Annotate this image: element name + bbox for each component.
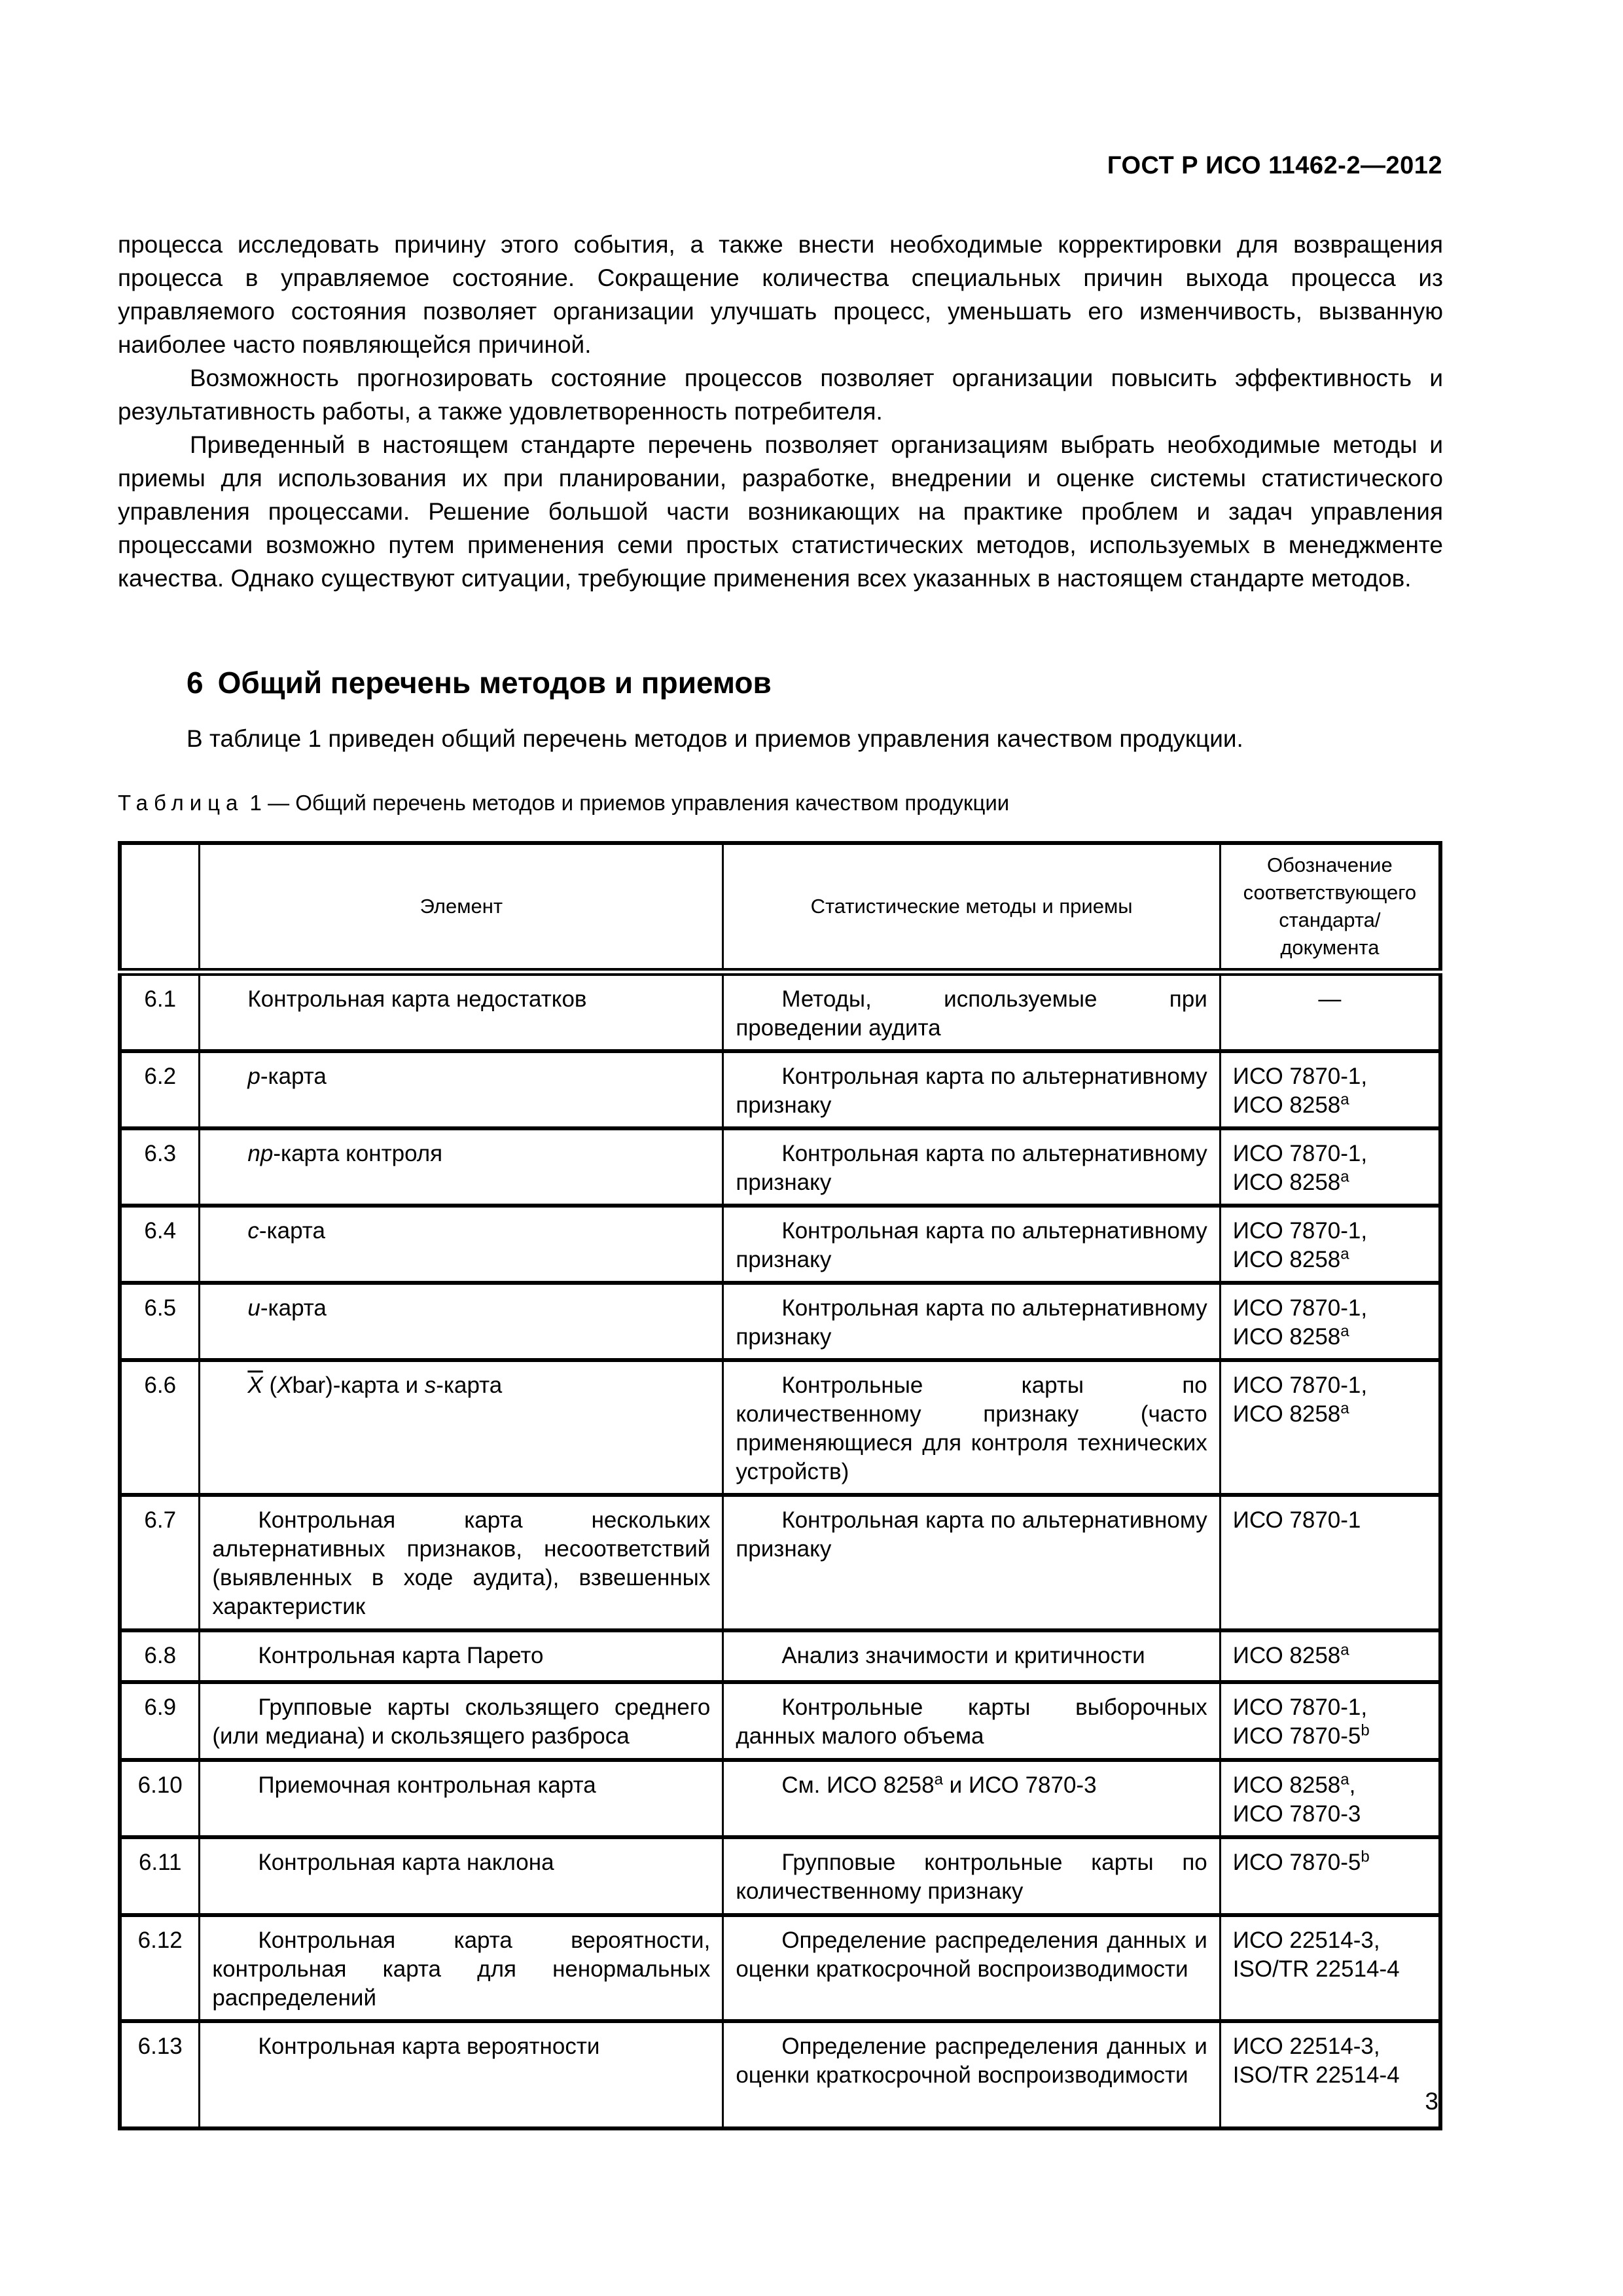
standard-line: ИСО 8258$^a$ bbox=[1232, 1090, 1349, 1118]
row-number: 6.13 bbox=[120, 2021, 200, 2128]
standard-line: ИСО 7870-3 bbox=[1232, 1801, 1361, 1827]
row-methods: Контрольные карты выборочных данных малого объема bbox=[723, 1682, 1220, 1760]
standard-line: ИСО 7870-5$^b$ bbox=[1232, 1848, 1370, 1875]
row-standard bbox=[1220, 1495, 1440, 1630]
table-row bbox=[120, 1283, 1440, 1360]
header-methods: Статистические методы и приемы bbox=[723, 843, 1220, 972]
table-caption-label: Таблица bbox=[118, 791, 244, 815]
page-number: 3 bbox=[1425, 2088, 1438, 2115]
row-number: 6.7 bbox=[120, 1495, 200, 1630]
row-number: 6.2 bbox=[120, 1051, 200, 1128]
footnote-marker: a bbox=[1340, 1322, 1349, 1340]
standard-line: ИСО 8258$^a$ bbox=[1232, 1322, 1349, 1350]
row-number: 6.6 bbox=[120, 1360, 200, 1495]
table-row bbox=[120, 1495, 1440, 1630]
standard-line: ИСО 8258$^a$ bbox=[1232, 1245, 1349, 1272]
footnote-marker: a bbox=[1340, 1770, 1349, 1789]
standard-line: ИСО 7870-1, bbox=[1232, 1295, 1368, 1321]
row-element: Контрольная карта вероятности, контрольная карта для ненормальных распределений bbox=[200, 1915, 723, 2021]
row-element bbox=[200, 1206, 723, 1283]
header-num bbox=[120, 843, 200, 972]
row-standard bbox=[1220, 1128, 1440, 1206]
row-standard bbox=[1220, 2021, 1440, 2128]
row-number: 6.12 bbox=[120, 1915, 200, 2021]
standard-line: ИСО 7870-1 bbox=[1232, 1507, 1361, 1533]
element-symbol: np bbox=[247, 1141, 274, 1166]
table-row bbox=[120, 1682, 1440, 1760]
table-caption-text: 1 — Общий перечень методов и приемов управления качеством продукции bbox=[243, 791, 1010, 815]
footnote-marker: a bbox=[1340, 1641, 1349, 1659]
paragraph: процесса исследовать причину этого события, а также внести необходимые корректировки для возвращения процесса в управляемое состояние. Сокращение количества специальных причин выхода процесса из управляемого состояния позволяет организации улучшать процесс, уменьшать его изменчивость, вызванную наиболее часто появляющейся причиной. bbox=[118, 231, 1443, 358]
row-number: 6.8 bbox=[120, 1630, 200, 1682]
row-standard bbox=[1220, 1630, 1440, 1682]
standard-line: ИСО 8258$^a$ bbox=[1232, 1168, 1349, 1195]
row-methods: Контрольная карта по альтернативному признаку bbox=[723, 1495, 1220, 1630]
row-element: Групповые карты скользящего среднего (или медиана) и скользящего разброса bbox=[200, 1682, 723, 1760]
element-text: -карта bbox=[260, 1295, 327, 1321]
footnote-marker: b bbox=[1361, 1848, 1370, 1866]
row-element: Контрольная карта недостатков bbox=[200, 972, 723, 1051]
header-standard: Обозначение соответствующего стандарта/ документа bbox=[1220, 843, 1440, 972]
row-methods: Контрольные карты по количественному признаку (часто применяющиеся для контроля технических устройств) bbox=[723, 1360, 1220, 1495]
paragraph: Приведенный в настоящем стандарте перечень позволяет организациям выбрать необходимые методы и приемы для использования их при планировании, разработке, внедрении и оценке системы статистического управления процессами. Решение большой части возникающих на практике проблем и задач управления процессами возможно путем применения семи простых статистических методов, используемых в менеджменте качества. Однако существуют ситуации, требующие применения всех указанных в настоящем стандарте методов. bbox=[118, 431, 1443, 592]
row-methods: См. ИСО 8258$^a$ и ИСО 7870-3 bbox=[723, 1760, 1220, 1837]
standard-line: ИСО 7870-1, bbox=[1232, 1218, 1368, 1244]
row-number: 6.1 bbox=[120, 972, 200, 1051]
row-standard bbox=[1220, 1682, 1440, 1760]
standard-line: — bbox=[1318, 986, 1342, 1012]
section-number: 6 bbox=[187, 666, 204, 700]
row-methods: Определение распределения данных и оценки краткосрочной воспроизводимости bbox=[723, 2021, 1220, 2128]
standard-line: ИСО 7870-1, bbox=[1232, 1141, 1368, 1166]
footnote-marker: b bbox=[1361, 1721, 1370, 1740]
standard-line: ИСО 7870-1, bbox=[1232, 1064, 1368, 1089]
section-title: Общий перечень методов и приемов bbox=[217, 666, 772, 700]
table-caption bbox=[118, 791, 1009, 816]
element-text: -карта bbox=[260, 1064, 327, 1089]
standard-line: ИСО 7870-1, bbox=[1232, 1695, 1368, 1720]
row-element: Контрольная карта вероятности bbox=[200, 2021, 723, 2128]
footnote-marker: a bbox=[934, 1770, 943, 1789]
footnote-marker: a bbox=[1340, 1090, 1349, 1109]
element-symbol: c bbox=[247, 1218, 259, 1244]
row-element: Контрольная карта Парето bbox=[200, 1630, 723, 1682]
row-standard bbox=[1220, 1915, 1440, 2021]
row-standard bbox=[1220, 1283, 1440, 1360]
row-methods: Анализ значимости и критичности bbox=[723, 1630, 1220, 1682]
document-designation: ГОСТ Р ИСО 11462-2—2012 bbox=[1107, 152, 1442, 179]
table-row bbox=[120, 1128, 1440, 1206]
row-element: Контрольная карта наклона bbox=[200, 1837, 723, 1915]
table-row bbox=[120, 1837, 1440, 1915]
standard-line: ИСО 8258$^a$ bbox=[1232, 1641, 1349, 1668]
table-row bbox=[120, 1206, 1440, 1283]
row-number: 6.5 bbox=[120, 1283, 200, 1360]
header-element: Элемент bbox=[200, 843, 723, 972]
element-text: -карта контроля bbox=[273, 1141, 443, 1166]
standard-line: ИСО 8258$^a$ bbox=[1232, 1399, 1349, 1427]
table-row bbox=[120, 1360, 1440, 1495]
row-standard bbox=[1220, 1760, 1440, 1837]
row-number: 6.10 bbox=[120, 1760, 200, 1837]
footnote-marker: a bbox=[1340, 1245, 1349, 1263]
table-header-row bbox=[120, 843, 1440, 972]
row-standard bbox=[1220, 972, 1440, 1051]
table-row bbox=[120, 1915, 1440, 2021]
row-element bbox=[200, 1128, 723, 1206]
row-methods: Контрольная карта по альтернативному признаку bbox=[723, 1051, 1220, 1128]
row-element bbox=[200, 1051, 723, 1128]
row-element: $\overline{X}$ (Xbar)-карта и s-карта bbox=[200, 1360, 723, 1495]
footnote-marker: a bbox=[1340, 1399, 1349, 1418]
standard-line: ИСО 8258$^a$, bbox=[1232, 1770, 1356, 1798]
section-heading bbox=[187, 665, 772, 700]
row-standard bbox=[1220, 1360, 1440, 1495]
row-methods: Контрольная карта по альтернативному признаку bbox=[723, 1283, 1220, 1360]
row-standard bbox=[1220, 1051, 1440, 1128]
row-methods: Контрольная карта по альтернативному признаку bbox=[723, 1206, 1220, 1283]
x-bar-symbol: $\overline{X}$ bbox=[247, 1372, 263, 1398]
standard-line: ISO/TR 22514-4 bbox=[1232, 1956, 1400, 1982]
row-standard bbox=[1220, 1837, 1440, 1915]
footnote-marker: a bbox=[1340, 1168, 1349, 1186]
standard-line: ИСО 22514-3, bbox=[1232, 2034, 1380, 2059]
methods-table bbox=[118, 841, 1442, 2130]
standard-line: ИСО 22514-3, bbox=[1232, 1928, 1380, 1953]
row-methods: Групповые контрольные карты по количественному признаку bbox=[723, 1837, 1220, 1915]
row-methods: Методы, используемые при проведении аудита bbox=[723, 972, 1220, 1051]
row-number: 6.3 bbox=[120, 1128, 200, 1206]
standard-line: ИСО 7870-5$^b$ bbox=[1232, 1721, 1370, 1749]
table-row bbox=[120, 972, 1440, 1051]
row-element: Приемочная контрольная карта bbox=[200, 1760, 723, 1837]
row-element: Контрольная карта нескольких альтернативных признаков, несоответствий (выявленных в ходе аудита), взвешенных характеристик bbox=[200, 1495, 723, 1630]
row-number: 6.9 bbox=[120, 1682, 200, 1760]
section-intro: В таблице 1 приведен общий перечень методов и приемов управления качеством продукции. bbox=[187, 725, 1243, 752]
table-row bbox=[120, 1051, 1440, 1128]
table-row bbox=[120, 1760, 1440, 1837]
body-text bbox=[118, 228, 1443, 595]
paragraph: Возможность прогнозировать состояние процессов позволяет организации повысить эффективность и результативность работы, а также удовлетворенность потребителя. bbox=[118, 365, 1443, 425]
table-row bbox=[120, 2021, 1440, 2128]
row-number: 6.11 bbox=[120, 1837, 200, 1915]
row-methods: Определение распределения данных и оценки краткосрочной воспроизводимости bbox=[723, 1915, 1220, 2021]
element-symbol: u bbox=[247, 1295, 260, 1321]
table-row bbox=[120, 1630, 1440, 1682]
element-text: -карта bbox=[259, 1218, 325, 1244]
standard-line: ИСО 7870-1, bbox=[1232, 1372, 1368, 1398]
row-element bbox=[200, 1283, 723, 1360]
row-methods: Контрольная карта по альтернативному признаку bbox=[723, 1128, 1220, 1206]
row-number: 6.4 bbox=[120, 1206, 200, 1283]
element-symbol: p bbox=[247, 1064, 260, 1089]
row-standard bbox=[1220, 1206, 1440, 1283]
standard-line: ISO/TR 22514-4 bbox=[1232, 2062, 1400, 2088]
